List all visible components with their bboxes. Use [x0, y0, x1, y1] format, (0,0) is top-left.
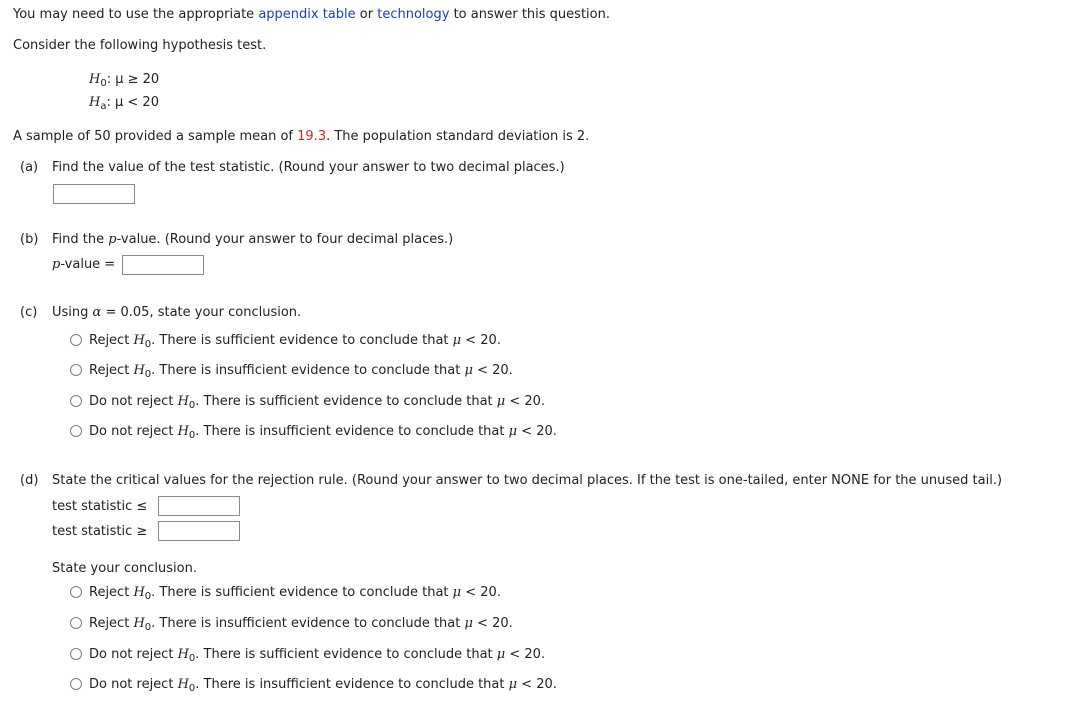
- h0-symbol: H: [89, 72, 101, 87]
- intro-mid: or: [359, 7, 374, 22]
- option-post: . There is sufficient evidence to conclude that: [151, 333, 449, 348]
- option-mu: μ: [496, 647, 506, 662]
- appendix-table-link[interactable]: appendix table: [258, 7, 356, 22]
- option-pre: Do not reject: [89, 394, 174, 409]
- upper-critical-input[interactable]: [158, 521, 240, 541]
- sample-prefix: A sample of 50 provided a sample mean of: [13, 129, 293, 144]
- option-mu: μ: [452, 585, 462, 600]
- option-sub: 0: [188, 683, 196, 694]
- part-c-label: (c): [20, 305, 38, 320]
- part-d-radio-3[interactable]: [70, 648, 82, 660]
- ha-relation: : μ < 20: [106, 95, 159, 110]
- part-c-option-2[interactable]: [89, 363, 513, 378]
- part-d-option-3[interactable]: [89, 647, 545, 662]
- part-c-radio-3[interactable]: [70, 395, 82, 407]
- option-end: < 20.: [465, 585, 501, 600]
- part-c-radio-1[interactable]: [70, 334, 82, 346]
- option-h: H: [177, 677, 189, 692]
- part-b-p: p: [108, 232, 117, 247]
- p-value-label: [52, 257, 115, 272]
- option-mu: μ: [464, 363, 473, 378]
- option-end: < 20.: [477, 616, 513, 631]
- option-post: . There is insufficient evidence to conclude that: [151, 363, 461, 378]
- alpha-symbol: α: [92, 305, 102, 320]
- sample-statement: [13, 129, 589, 144]
- lower-critical-label: test statistic ≤: [52, 499, 148, 514]
- option-pre: Reject: [89, 333, 130, 348]
- p-value-input[interactable]: [122, 255, 204, 275]
- option-mu: μ: [508, 677, 518, 692]
- option-pre: Do not reject: [89, 424, 174, 439]
- lower-critical-input[interactable]: [158, 496, 240, 516]
- option-mu: μ: [508, 424, 518, 439]
- option-h: H: [133, 616, 145, 631]
- part-d-option-2[interactable]: [89, 616, 513, 631]
- null-hypothesis: [89, 72, 159, 87]
- option-pre: Reject: [89, 363, 130, 378]
- part-a-label: (a): [20, 160, 39, 175]
- part-c-option-3[interactable]: [89, 394, 545, 409]
- option-h: H: [133, 585, 145, 600]
- option-mu: μ: [496, 394, 506, 409]
- part-c-radio-2[interactable]: [70, 364, 82, 376]
- alternative-hypothesis: [89, 95, 159, 110]
- option-post: . There is sufficient evidence to conclude that: [195, 394, 493, 409]
- part-c-question: [52, 305, 301, 320]
- option-post: . There is insufficient evidence to conclude that: [195, 677, 505, 692]
- option-pre: Reject: [89, 585, 130, 600]
- option-h: H: [177, 647, 189, 662]
- conclusion-prompt: State your conclusion.: [52, 561, 197, 576]
- part-b-label: (b): [20, 232, 39, 247]
- option-end: < 20.: [465, 333, 501, 348]
- part-d-question: State the critical values for the rejection rule. (Round your answer to two decimal places. If the test is one-tailed, enter NONE for the unused tail.): [52, 473, 1003, 488]
- option-pre: Do not reject: [89, 677, 174, 692]
- part-b-question: [52, 232, 453, 247]
- option-end: < 20.: [509, 647, 546, 662]
- option-mu: μ: [464, 616, 473, 631]
- option-sub: 0: [144, 591, 152, 602]
- option-h: H: [177, 424, 189, 439]
- part-c-suffix: = 0.05, state your conclusion.: [105, 305, 302, 320]
- option-post: . There is insufficient evidence to conclude that: [195, 424, 505, 439]
- part-d-radio-2[interactable]: [70, 617, 82, 629]
- option-sub: 0: [144, 622, 152, 633]
- ha-symbol: H: [89, 95, 101, 110]
- option-post: . There is insufficient evidence to conclude that: [151, 616, 461, 631]
- option-post: . There is sufficient evidence to conclude that: [195, 647, 493, 662]
- part-d-option-1[interactable]: [89, 585, 501, 600]
- p-value-text: -value =: [60, 257, 116, 272]
- option-mu: μ: [452, 333, 462, 348]
- intro-line: [13, 7, 610, 22]
- part-a-question: Find the value of the test statistic. (Round your answer to two decimal places.): [52, 160, 565, 175]
- option-sub: 0: [144, 339, 152, 350]
- option-end: < 20.: [477, 363, 513, 378]
- intro-prefix: You may need to use the appropriate: [13, 7, 255, 22]
- part-d-radio-1[interactable]: [70, 586, 82, 598]
- option-pre: Reject: [89, 616, 130, 631]
- ha-subscript: a: [100, 101, 107, 112]
- part-c-option-1[interactable]: [89, 333, 501, 348]
- p-value-var: p: [52, 257, 61, 272]
- part-b-prefix: Find the: [52, 232, 105, 247]
- part-d-radio-4[interactable]: [70, 678, 82, 690]
- option-h: H: [133, 333, 145, 348]
- option-h: H: [133, 363, 145, 378]
- option-end: < 20.: [521, 677, 557, 692]
- technology-link[interactable]: technology: [377, 7, 450, 22]
- upper-critical-label: test statistic ≥: [52, 524, 148, 539]
- option-sub: 0: [188, 430, 196, 441]
- option-end: < 20.: [509, 394, 546, 409]
- option-sub: 0: [188, 400, 196, 411]
- prompt-text: Consider the following hypothesis test.: [13, 38, 267, 53]
- option-sub: 0: [144, 369, 152, 380]
- h0-relation: : μ ≥ 20: [106, 72, 160, 87]
- part-c-option-4[interactable]: [89, 424, 557, 439]
- part-c-radio-4[interactable]: [70, 425, 82, 437]
- test-statistic-input[interactable]: [53, 184, 135, 204]
- h0-subscript: 0: [100, 78, 107, 89]
- option-pre: Do not reject: [89, 647, 174, 662]
- sample-suffix: . The population standard deviation is 2.: [326, 129, 590, 144]
- option-h: H: [177, 394, 189, 409]
- part-b-suffix: -value. (Round your answer to four decimal places.): [116, 232, 454, 247]
- part-c-prefix: Using: [52, 305, 89, 320]
- part-d-option-4[interactable]: [89, 677, 557, 692]
- option-post: . There is sufficient evidence to conclude that: [151, 585, 449, 600]
- option-end: < 20.: [521, 424, 557, 439]
- intro-suffix: to answer this question.: [453, 7, 610, 22]
- option-sub: 0: [188, 653, 196, 664]
- part-d-label: (d): [20, 473, 39, 488]
- sample-mean-value: 19.3: [297, 129, 327, 144]
